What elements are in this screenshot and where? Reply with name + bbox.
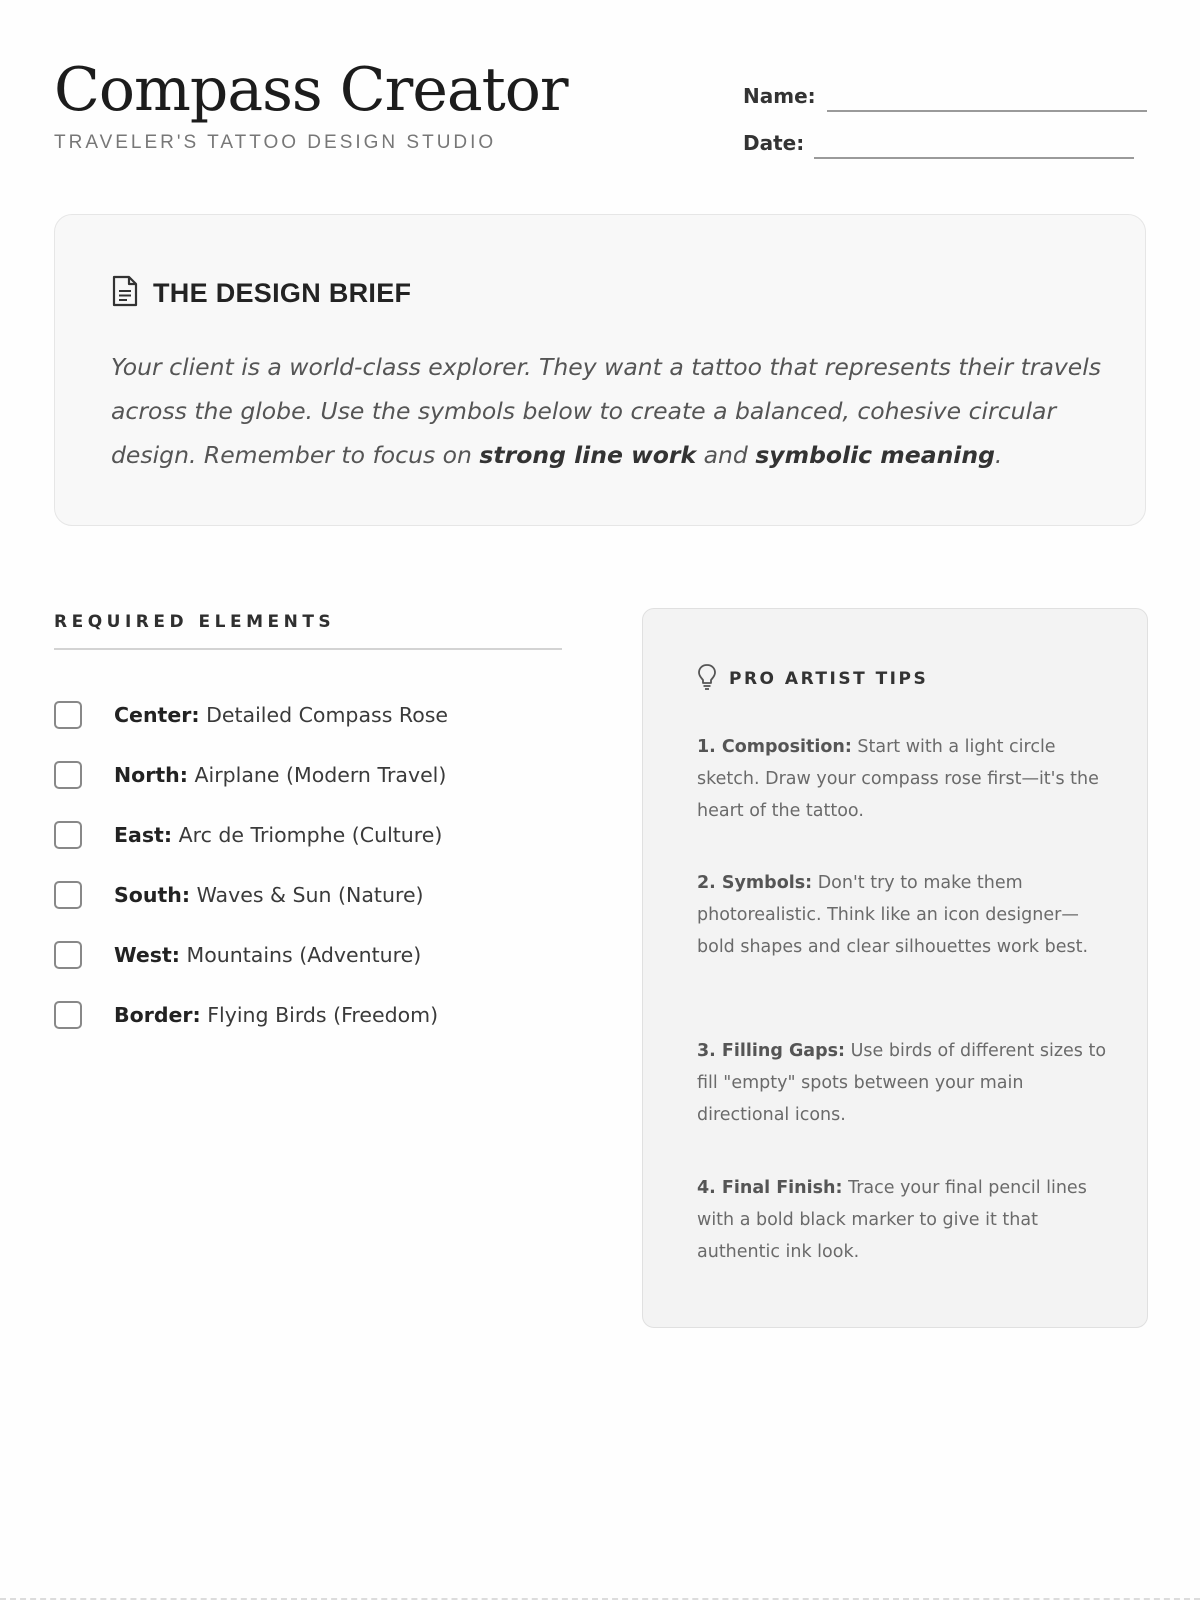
checklist-value: Flying Birds (Freedom) (200, 1003, 439, 1027)
pro-tips-title: PRO ARTIST TIPS (729, 669, 929, 689)
checklist-value: Airplane (Modern Travel) (187, 763, 447, 787)
required-elements-title: REQUIRED ELEMENTS (54, 612, 336, 632)
checklist-text (114, 1003, 438, 1027)
tip-filling-gaps (697, 1035, 1107, 1131)
design-brief-title: THE DESIGN BRIEF (153, 277, 412, 308)
document-icon (111, 275, 139, 311)
checklist-item-border[interactable] (54, 990, 448, 1050)
checkbox-border[interactable] (54, 1001, 82, 1029)
brief-emphasis-meaning: symbolic meaning (755, 441, 995, 469)
checklist-label: Border: (114, 1003, 201, 1027)
checklist-value: Arc de Triomphe (Culture) (172, 823, 443, 847)
brief-text-end: . (994, 441, 1003, 469)
checklist-label: East: (114, 823, 173, 847)
tip-composition (697, 731, 1107, 827)
checklist-label: North: (114, 763, 188, 787)
checkbox-north[interactable] (54, 761, 82, 789)
brief-text-start: Your client is a world-class explorer. They want a tattoo that represents their travels across the globe. Use the symbols below to create a balanced, cohesive circular design. Remember to focus on (111, 353, 1101, 469)
tip-label: 2. Symbols: (697, 873, 813, 893)
checklist-label: Center: (114, 703, 200, 727)
checklist-item-south[interactable] (54, 870, 448, 930)
checklist-text (114, 823, 442, 847)
tip-text: Don't try to make them photorealistic. Think like an icon designer—bold shapes and clear silhouettes work best. (697, 873, 1089, 957)
brief-text-middle: and (696, 441, 756, 469)
brief-emphasis-line-work: strong line work (479, 441, 697, 469)
checkbox-center[interactable] (54, 701, 82, 729)
page-title: Compass Creator (54, 55, 568, 125)
checkbox-south[interactable] (54, 881, 82, 909)
checklist-value: Mountains (Adventure) (179, 943, 422, 967)
name-label: Name: (743, 84, 816, 108)
checklist-item-north[interactable] (54, 750, 448, 810)
required-elements-divider (54, 648, 562, 650)
design-brief-header (111, 275, 411, 311)
date-label: Date: (743, 131, 805, 155)
tip-text: Trace your final pencil lines with a bold black marker to give it that authentic ink look. (697, 1178, 1087, 1262)
pro-tips-header (697, 663, 928, 695)
tip-final-finish (697, 1172, 1107, 1268)
checklist-value: Waves & Sun (Nature) (190, 883, 424, 907)
checklist-item-west[interactable] (54, 930, 448, 990)
tip-symbols (697, 867, 1107, 963)
checklist-item-east[interactable] (54, 810, 448, 870)
date-field[interactable] (814, 157, 1134, 159)
checklist-text (114, 943, 421, 967)
tip-text: Start with a light circle sketch. Draw your compass rose first—it's the heart of the tattoo. (697, 737, 1099, 821)
tip-text: Use birds of different sizes to fill "empty" spots between your main directional icons. (697, 1041, 1107, 1125)
page-subtitle: TRAVELER'S TATTOO DESIGN STUDIO (54, 132, 497, 153)
checkbox-west[interactable] (54, 941, 82, 969)
checklist-label: West: (114, 943, 180, 967)
pro-tips-card (642, 608, 1148, 1328)
name-field[interactable] (827, 110, 1147, 112)
design-brief-text (111, 345, 1111, 477)
checklist-text (114, 883, 424, 907)
checklist-value: Detailed Compass Rose (199, 703, 449, 727)
checklist-label: South: (114, 883, 191, 907)
checklist-item-center[interactable] (54, 690, 448, 750)
design-brief-card (54, 214, 1146, 526)
tip-label: 1. Composition: (697, 737, 852, 757)
checklist-text (114, 763, 446, 787)
lightbulb-icon (697, 663, 717, 695)
tip-label: 3. Filling Gaps: (697, 1041, 846, 1061)
checklist-text (114, 703, 448, 727)
tip-label: 4. Final Finish: (697, 1178, 843, 1198)
checkbox-east[interactable] (54, 821, 82, 849)
required-elements-list (54, 690, 448, 1050)
